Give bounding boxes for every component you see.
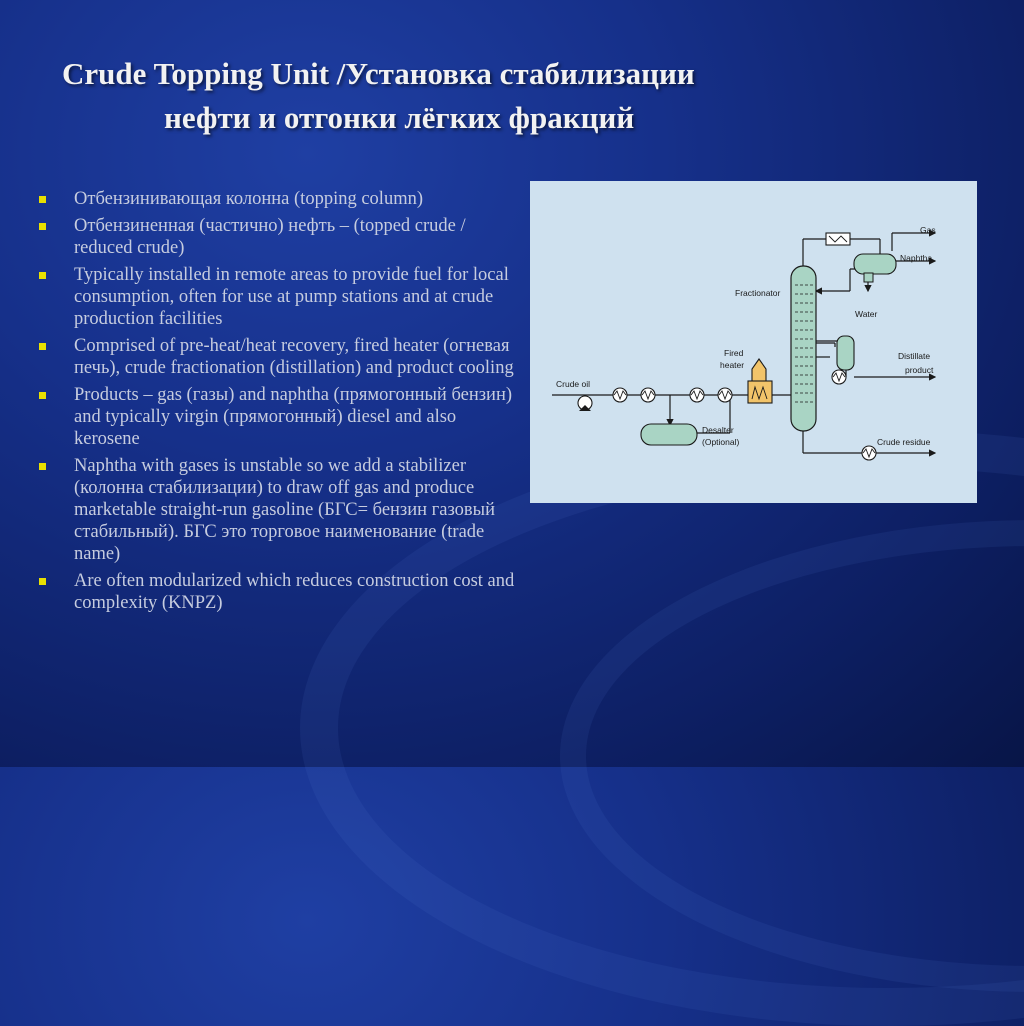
bullet-item [36, 215, 516, 259]
heat-exchanger-icons [613, 370, 876, 460]
bullet-text: Are often modularized which reduces construction cost and complexity (KNPZ) [74, 571, 515, 613]
label-fired-heater-1: Fired [724, 348, 744, 358]
bullet-text: Отбензиненная (частично) нефть – (topped crude / reduced crude) [74, 216, 466, 258]
label-crude-oil: Crude oil [556, 379, 591, 389]
air-cooler-icon [826, 233, 850, 245]
label-distillate-2: product [905, 365, 934, 375]
fractionator-column [791, 266, 816, 431]
slide-title [0, 52, 1024, 140]
bullet-item [36, 335, 516, 379]
bullet-square-icon [39, 196, 46, 203]
bullet-square-icon [39, 463, 46, 470]
side-stripper [837, 336, 854, 370]
bullet-list [36, 188, 516, 619]
bullet-square-icon [39, 272, 46, 279]
bullet-text: Products – gas (газы) and naphtha (прямогонный бензин) and typically virgin (прямогонный) diesel and also kerosene [74, 385, 513, 449]
bullet-item [36, 455, 516, 565]
bullet-text: Typically installed in remote areas to provide fuel for local consumption, often for use at pump stations and at crude production facilities [74, 265, 509, 329]
title-line-2: нефти и отгонки лёгких фракций [164, 100, 635, 135]
bullet-square-icon [39, 223, 46, 230]
bullet-square-icon [39, 392, 46, 399]
label-fired-heater-2: heater [720, 360, 745, 370]
label-crude-residue: Crude residue [877, 437, 931, 447]
bullet-item [36, 570, 516, 614]
label-distillate-1: Distillate [898, 351, 931, 361]
bullet-square-icon [39, 343, 46, 350]
label-fractionator: Fractionator [735, 288, 781, 298]
bullet-text: Naphtha with gases is unstable so we add a stabilizer (колонна стабилизации) to draw off gas and produce marketable straight-run gasoline (БГС= бензин газовый стабильный). БГС это торговое наименование (trade name) [74, 456, 495, 564]
label-gas: Gas [920, 225, 936, 235]
bullet-item [36, 188, 516, 210]
process-flow-svg [530, 181, 977, 503]
process-flow-diagram [530, 181, 977, 503]
bullet-item [36, 264, 516, 330]
overhead-drum [854, 254, 896, 282]
bullet-text: Отбензинивающая колонна (topping column) [74, 189, 423, 209]
crude-pump-icon [578, 396, 592, 411]
desalter-vessel [641, 424, 697, 445]
bullet-square-icon [39, 578, 46, 585]
label-naphtha: Naphtha [900, 253, 933, 263]
fired-heater-icon [748, 359, 772, 403]
label-desalter-2: (Optional) [702, 437, 740, 447]
bullet-item [36, 384, 516, 450]
label-desalter-1: Desalter [702, 425, 734, 435]
label-water: Water [855, 309, 878, 319]
bullet-text: Comprised of pre-heat/heat recovery, fired heater (огневая печь), crude fractionation (distillation) and product cooling [74, 336, 514, 378]
title-line-1: Crude Topping Unit /Установка стабилизации [62, 56, 695, 91]
